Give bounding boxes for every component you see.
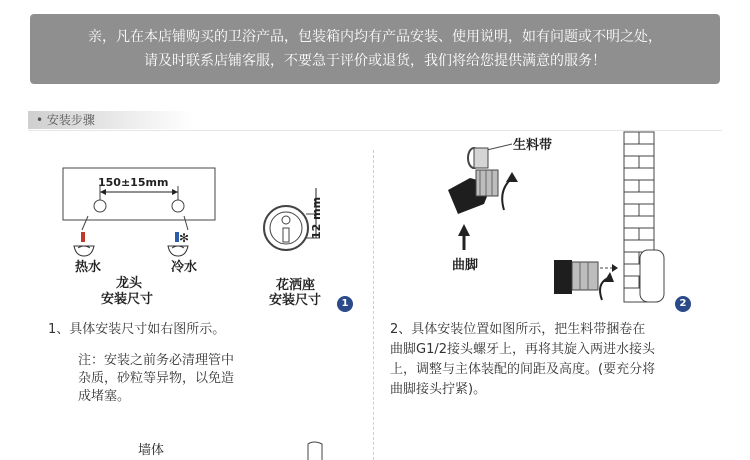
faucet-spacing-label: 150±15mm [98,176,169,189]
hot-water-label: 热水 [75,260,102,275]
step-1-note-2: 杂质，砂粒等异物，以免造 [78,371,235,386]
notice-line-1: 亲，凡在本店铺购买的卫浴产品，包装箱内均有产品安装、使用说明，如有问题或不明之处， [88,29,662,45]
shower-seat-diagram [258,188,338,268]
notice-line-2: 请及时联系店铺客服，不要急于评价或退货，我们将给您提供满意的服务！ [144,53,606,69]
column-divider [373,150,374,460]
step-2-text-1: 2、具体安装位置如图所示，把生料带捆卷在 [390,322,646,337]
seat-size-label-1: 花洒座 [276,278,316,293]
step-1-badge: 1 [337,296,353,312]
step-1-note-3: 成堵塞。 [78,389,131,404]
section-title: • 安装步骤 [28,111,193,129]
curved-arrow-icon [498,170,526,216]
leg-label: 曲脚 [452,258,479,273]
faucet-size-label-2: 安装尺寸 [101,292,154,307]
cold-water-label: 冷水 [171,260,198,275]
seat-size-label-2: 安装尺寸 [269,293,322,308]
seat-dimension-label: 12 mm [310,196,324,240]
step-2-badge: 2 [675,296,691,312]
step-2-text-3: 上，调整与主体装配的间距及高度。(要充分将 [390,362,656,377]
faucet-size-label-1: 龙头 [116,276,143,291]
water-tap-hot-icon [72,232,98,258]
step-2-text-4: 曲脚接头拧紧)。 [390,382,487,397]
notice-banner [30,14,720,84]
bottom-diagram-fragment [300,440,340,460]
snowflake-icon: ✻ [179,231,190,245]
step-1-note-1: 注：安装之前务必清理管中 [78,353,235,368]
step-1-text: 1、具体安装尺寸如右图所示。 [48,322,226,337]
section-divider [28,130,722,131]
wall-installation-diagram [550,132,700,312]
step-2-text-2: 曲脚G1/2接头螺牙上，再将其旋入两进水接头 [390,342,655,357]
wall-label: 墙体 [138,443,165,458]
tape-label: 生料带 [513,138,553,153]
